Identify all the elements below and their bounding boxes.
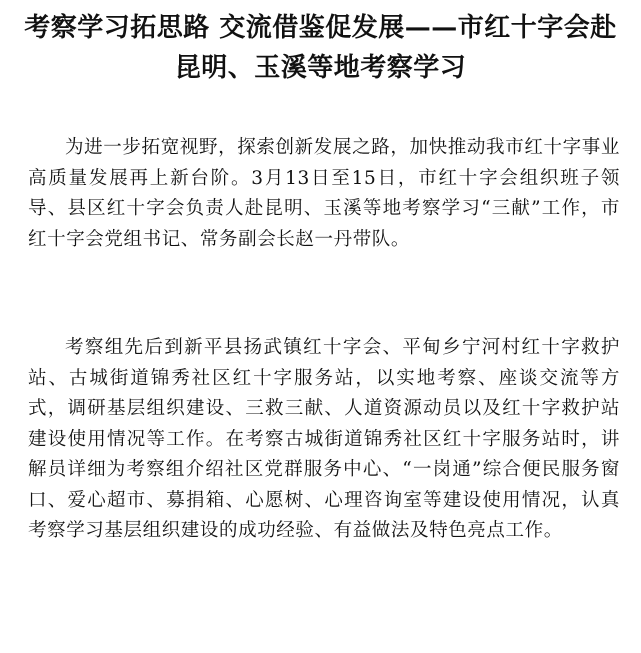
article-paragraph-2: 考察组先后到新平县扬武镇红十字会、平甸乡宁河村红十字救护站、古城街道锦秀社区红十字服务站，以实地考察、座谈交流等方式，调研基层组织建设、三救三献、人道资源动员以及红十字救护站建设使用情况等工作。在考察古城街道锦秀社区红十字服务站时，讲解员详细为考察组介绍社区党群服务中心、“一岗通”综合便民服务窗口、爱心超市、募捐箱、心愿树、心理咨询室等建设使用情况，认真考察学习基层组织建设的成功经验、有益做法及特色亮点工作。 xyxy=(28,337,620,541)
article-paragraph-1: 为进一步拓宽视野，探索创新发展之路，加快推动我市红十字事业高质量发展再上新台阶。3月13日至15日，市红十字会组织班子领导、县区红十字会负责人赴昆明、玉溪等地考察学习“三献”工作，市红十字会党组书记、常务副会长赵一丹带队。 xyxy=(28,137,620,250)
article-title: 考察学习拓思路 交流借鉴促发展——市红十字会赴昆明、玉溪等地考察学习 xyxy=(24,13,617,83)
